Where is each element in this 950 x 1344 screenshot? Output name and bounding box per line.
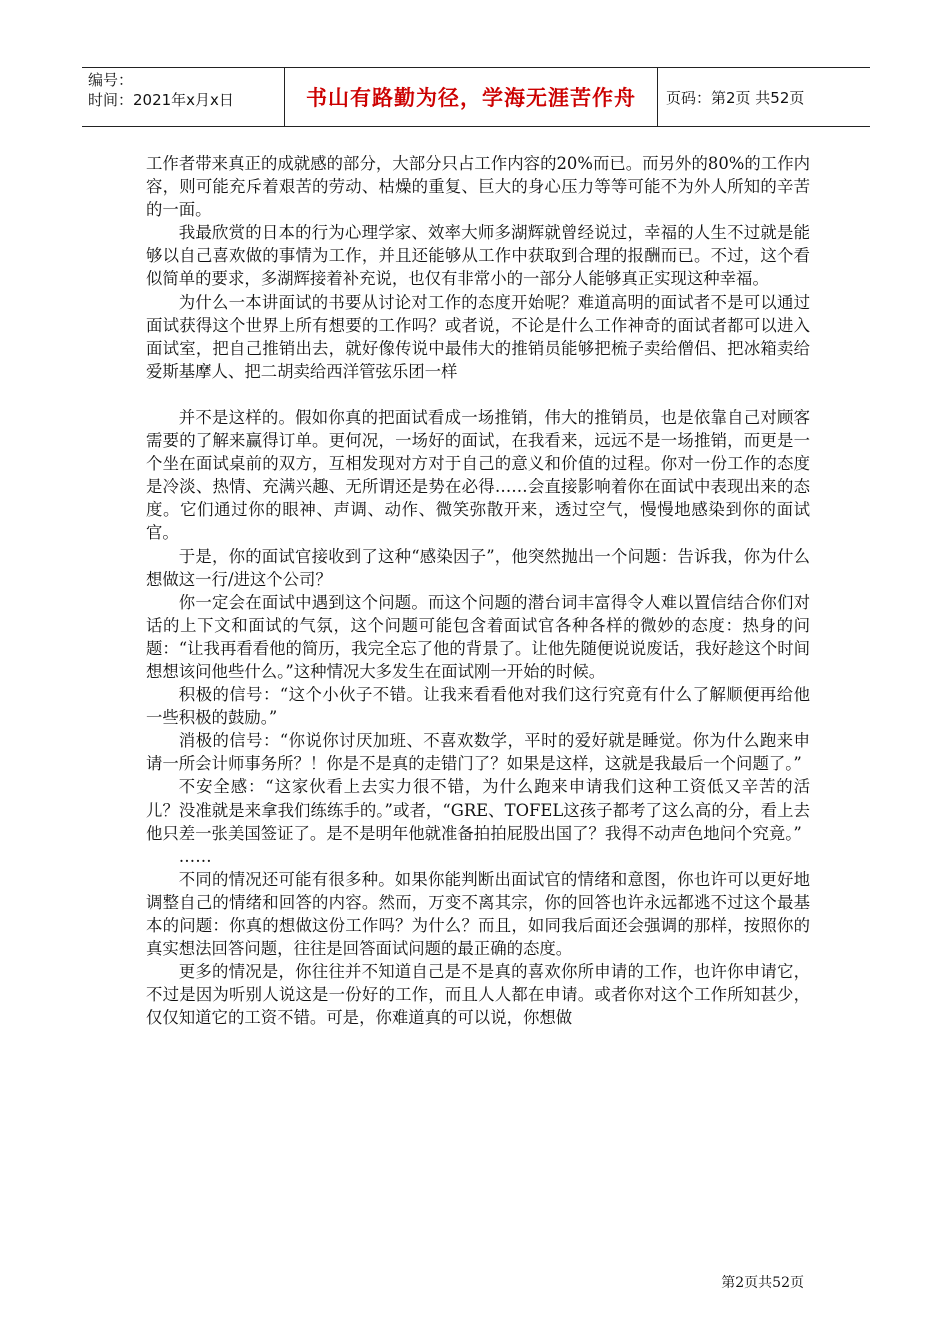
paragraph: 更多的情况是，你往往并不知道自己是不是真的喜欢你所申请的工作，也许你申请它，不过是因为听别人说这是一份好的工作，而且人人都在申请。或者你对这个工作所知甚少，仅仅知道它的工资不错。可是，你难道真的可以说，你想做	[146, 962, 810, 1028]
footer-page-number: 第2页共52页	[721, 1275, 804, 1291]
ellipsis-line: ……	[178, 846, 212, 866]
header-meta	[82, 68, 284, 126]
header-page-number: 页码：第2页 共52页	[666, 88, 805, 107]
paragraph: 不安全感：“这家伙看上去实力很不错，为什么跑来申请我们这种工资低又辛苦的活儿？没准就是来拿我们练练手的。”或者，“GRE、TOFEL这孩子都考了这么高的分，看上去他只差一张美国签证了。是不是明年他就准备拍拍屁股出国了？我得不动声色地问个究竟。”	[146, 777, 810, 843]
document-number-label: 编号：	[88, 71, 134, 89]
document-body	[146, 152, 810, 1029]
paragraph: 你一定会在面试中遇到这个问题。而这个问题的潜台词丰富得令人难以置信结合你们对话的上下文和面试的气氛，这个问题可能包含着面试官各种各样的微妙的态度：热身的问题：“让我再看看他的简历，我完全忘了他的背景了。让他先随便说说废话，我好趁这个时间想想该问他些什么。”这种情况大多发生在面试刚一开始的时候。	[146, 592, 811, 681]
paragraph: 积极的信号：“这个小伙子不错。让我来看看他对我们这行究竟有什么了解顺便再给他一些积极的鼓励。”	[146, 685, 810, 728]
paragraph: 不同的情况还可能有很多种。如果你能判断出面试官的情绪和意图，你也许可以更好地调整自己的情绪和回答的内容。然而，万变不离其宗，你的回答也许永远都逃不过这个最基本的问题：你真的想做这份工作吗？为什么？而且，如同我后面还会强调的那样，按照你的真实想法回答问题，往往是回答面试问题的最正确的态度。	[146, 869, 810, 959]
paragraph: 工作者带来真正的成就感的部分，大部分只占工作内容的20%而已。而另外的80%的工作内容，则可能充斥着艰苦的劳动、枯燥的重复、巨大的身心压力等等可能不为外人所知的辛苦的一面。	[146, 154, 810, 220]
document-date-label: 时间：2021年x月x日	[88, 91, 234, 109]
paragraph: 于是，你的面试官接收到了这种“感染因子”，他突然抛出一个问题：告诉我，你为什么想做这一行/进这个公司？	[146, 546, 810, 589]
paragraph: 为什么一本讲面试的书要从讨论对工作的态度开始呢？难道高明的面试者不是可以通过面试获得这个世界上所有想要的工作吗？或者说，不论是什么工作神奇的面试者都可以进入面试室，把自己推销出去，就好像传说中最伟大的推销员能够把梳子卖给僧侣、把冰箱卖给爱斯基摩人、把二胡卖给西洋管弦乐团一样	[146, 292, 810, 381]
page-header	[82, 67, 870, 127]
paragraph: 我最欣赏的日本的行为心理学家、效率大师多湖辉就曾经说过，幸福的人生不过就是能够以自己喜欢做的事情为工作，并且还能够从工作中获取到合理的报酬而已。不过，这个看似简单的要求，多湖辉接着补充说，也仅有非常小的一部分人能够真正实现这种幸福。	[146, 223, 810, 289]
paragraph: 并不是这样的。假如你真的把面试看成一场推销，伟大的推销员，也是依靠自己对顾客需要的了解来赢得订单。更何况，一场好的面试，在我看来，远远不是一场推销，而更是一个坐在面试桌前的双方，互相发现对方对于自己的意义和价值的过程。你对一份工作的态度是冷淡、热情、充满兴趣、无所谓还是势在必得……会直接影响着你在面试中表现出来的态度。它们通过你的眼神、声调、动作、微笑弥散开来，透过空气，慢慢地感染到你的面试官。	[146, 407, 810, 543]
paragraph: 消极的信号：“你说你讨厌加班、不喜欢数学，平时的爱好就是睡觉。你为什么跑来申请一所会计师事务所？！你是不是真的走错门了？如果是这样，这就是我最后一个问题了。”	[146, 731, 810, 774]
header-motto: 书山有路勤为径，学海无涯苦作舟	[284, 68, 658, 126]
